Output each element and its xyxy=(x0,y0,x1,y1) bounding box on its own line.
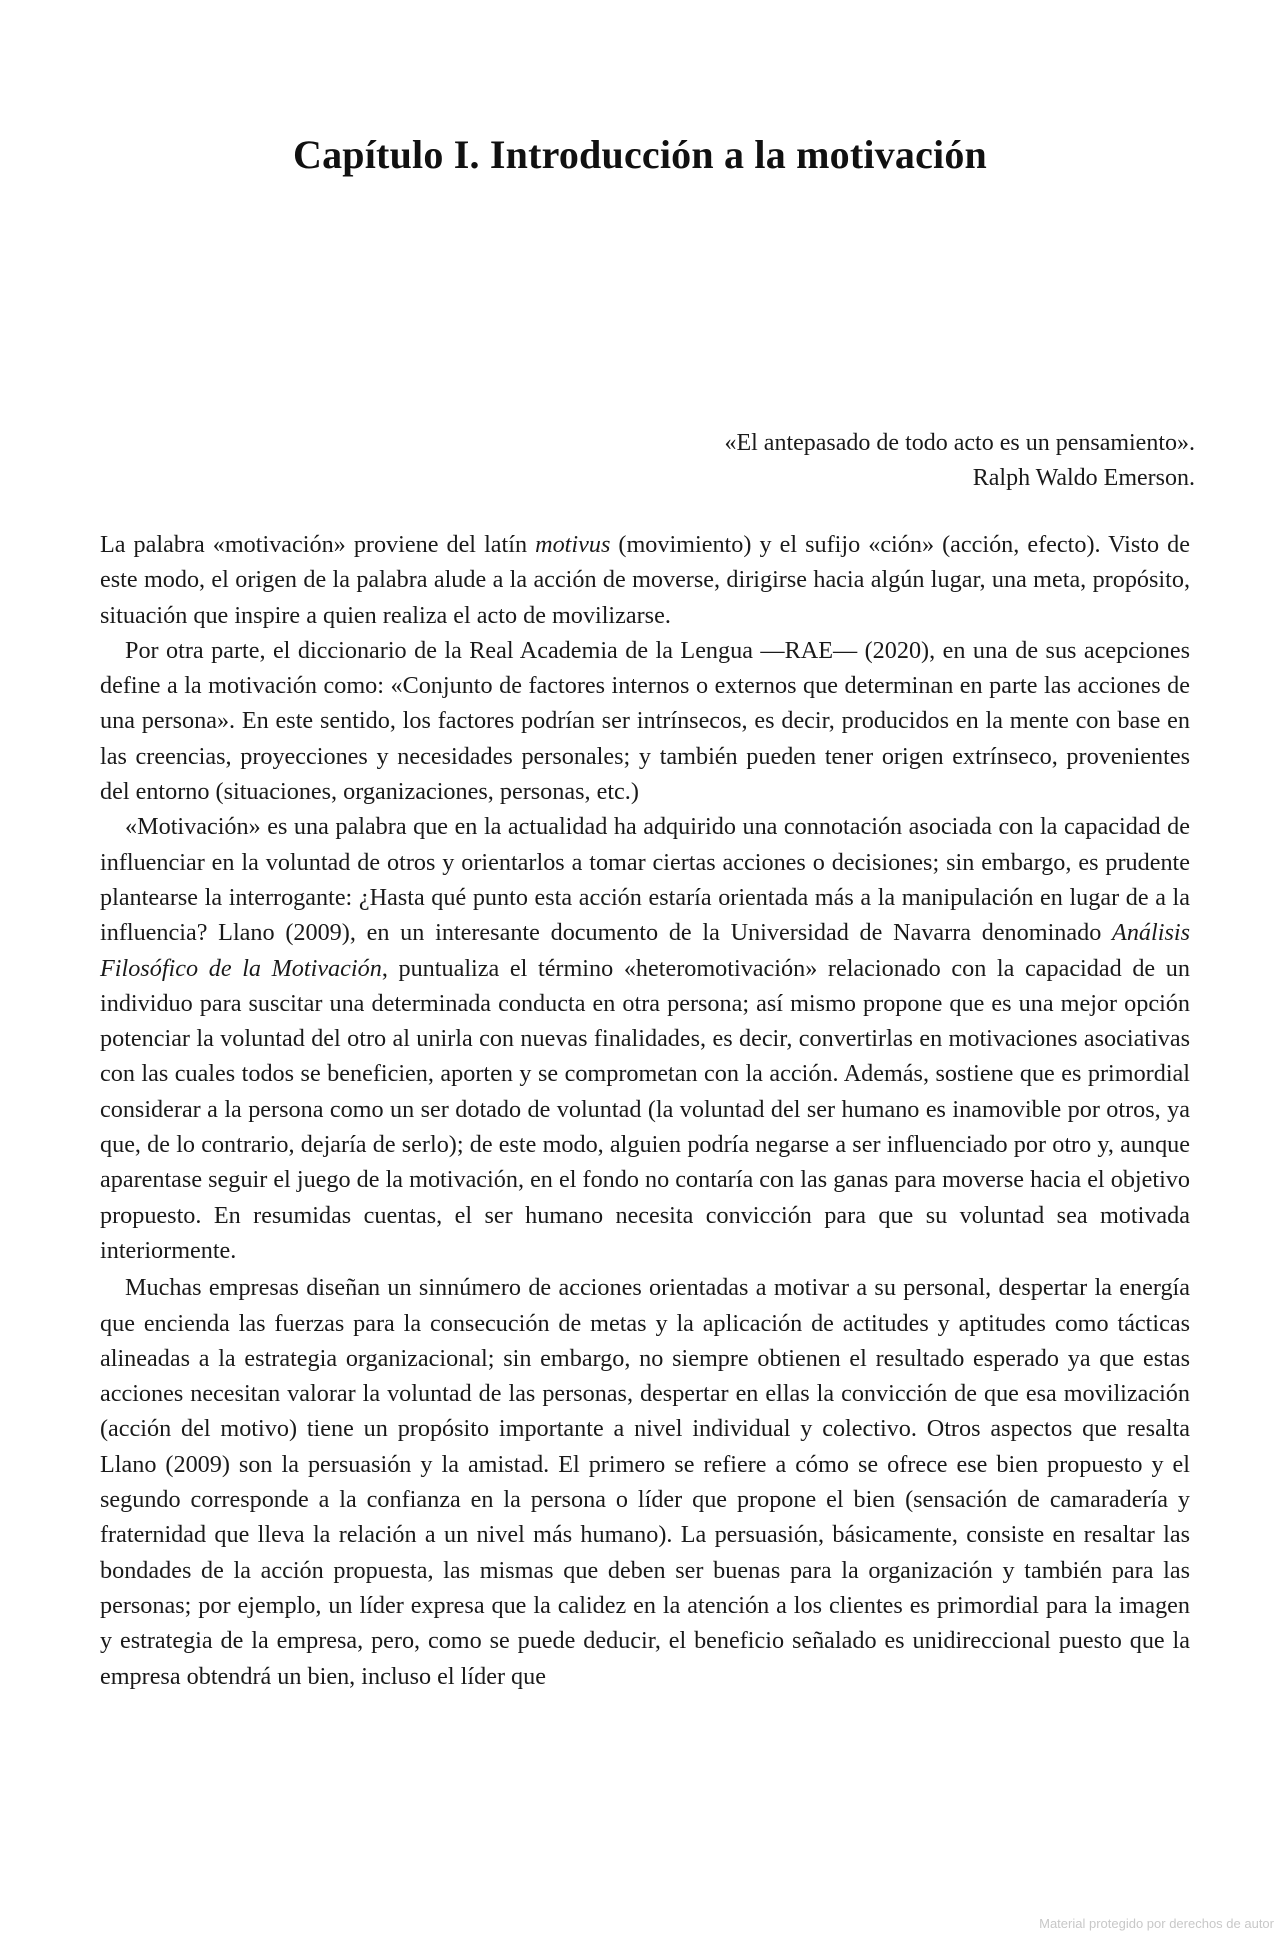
copyright-watermark: Material protegido por derechos de autor xyxy=(1039,1916,1274,1931)
epigraph-author: Ralph Waldo Emerson. xyxy=(972,465,1195,491)
paragraph-1-italic: motivus xyxy=(535,531,611,558)
paragraph-3-italic: Análisis Filosófico de la Motivación xyxy=(100,919,1190,982)
paragraph-4: Muchas empresas diseñan un sinnúmero de acciones orientadas a motivar a su personal, despertar la energía que encienda las fuerzas para la consecución de metas y la aplicación de actitudes y aptitudes como tácticas alineadas a la estrategia organizacional; sin embargo, no siempre obtienen el resultado esperado ya que estas acciones necesitan valorar la voluntad de las personas, despertar en ellas la convicción de que esa movilización (acción del motivo) tiene un propósito importante a nivel individual y colectivo. Otros aspectos que resalta Llano (2009) son la persuasión y la amistad. El primero se refiere a cómo se ofrece ese bien propuesto y el segundo corresponde a la confianza en la persona o líder que propone el bien (sensación de camaradería y fraternidad que lleva la relación a un nivel más humano). La persuasión, básicamente, consiste en resaltar las bondades de la acción propuesta, las mismas que deben ser buenas para la organización y también para las personas; por ejemplo, un líder expresa que la calidez en la atención a los clientes es primordial para la imagen y estrategia de la empresa, pero, como se puede deducir, el beneficio señalado es unidireccional puesto que la empresa obtendrá un bien, incluso el líder que xyxy=(100,1274,1190,1690)
epigraph-quote: «El antepasado de todo acto es un pensamiento». xyxy=(724,430,1195,456)
paragraph-2: Por otra parte, el diccionario de la Real Academia de la Lengua —RAE— (2020), en una de sus acepciones define a la motivación como: «Conjunto de factores internos o externos que determinan en parte las acciones de una persona». En este sentido, los factores podrían ser intrínsecos, es decir, producidos en la mente con base en las creencias, proyecciones y necesidades personales; y también pueden tener origen extrínseco, provenientes del entorno (situaciones, organizaciones, personas, etc.) xyxy=(100,636,1190,806)
chapter-title: Capítulo I. Introducción a la motivación xyxy=(293,131,987,177)
paragraph-3-part-a: «Motivación» es una palabra que en la actualidad ha adquirido una connotación asociada con la capacidad de influenciar en la voluntad de otros y orientarlos a tomar ciertas acciones o decisiones; sin embargo, es prudente plantearse la interrogante: ¿Hasta qué punto esta acción estaría orientada más a la manipulación en lugar de a la influencia? Llano (2009), en un interesante documento de la Universidad de Navarra denominado xyxy=(100,813,1190,947)
paragraph-1-part-a: La palabra «motivación» proviene del latín xyxy=(100,531,536,558)
body-text xyxy=(100,527,1190,1694)
paragraph-3 xyxy=(100,809,1190,1268)
paragraph-3-part-b: , puntualiza el término «heteromotivación» relacionado con la capacidad de un individuo para suscitar una determinada conducta en otra persona; así mismo propone que es una mejor opción potenciar la voluntad del otro al unirla con nuevas finalidades, es decir, convertirlas en motivaciones asociativas con las cuales todos se beneficien, aporten y se comprometan con la acción. Además, sostiene que es primordial considerar a la persona como un ser dotado de voluntad (la voluntad del ser humano es inamovible por otros, ya que, de lo contrario, dejaría de serlo); de este modo, alguien podría negarse a ser influenciado por otro y, aunque aparentase seguir el juego de la motivación, en el fondo no contaría con las ganas para moverse hacia el objetivo propuesto. En resumidas cuentas, el ser humano necesita convicción para que su voluntad sea motivada interiormente. xyxy=(100,954,1190,1264)
epigraph xyxy=(724,426,1195,496)
paragraph-1 xyxy=(100,527,1190,633)
paragraph-1-part-b: (movimiento) y el sufijo «ción» (acción, efecto). Visto de este modo, el origen de la palabra alude a la acción de moverse, dirigirse hacia algún lugar, una meta, propósito, situación que inspire a quien realiza el acto de movilizarse. xyxy=(100,531,1190,629)
